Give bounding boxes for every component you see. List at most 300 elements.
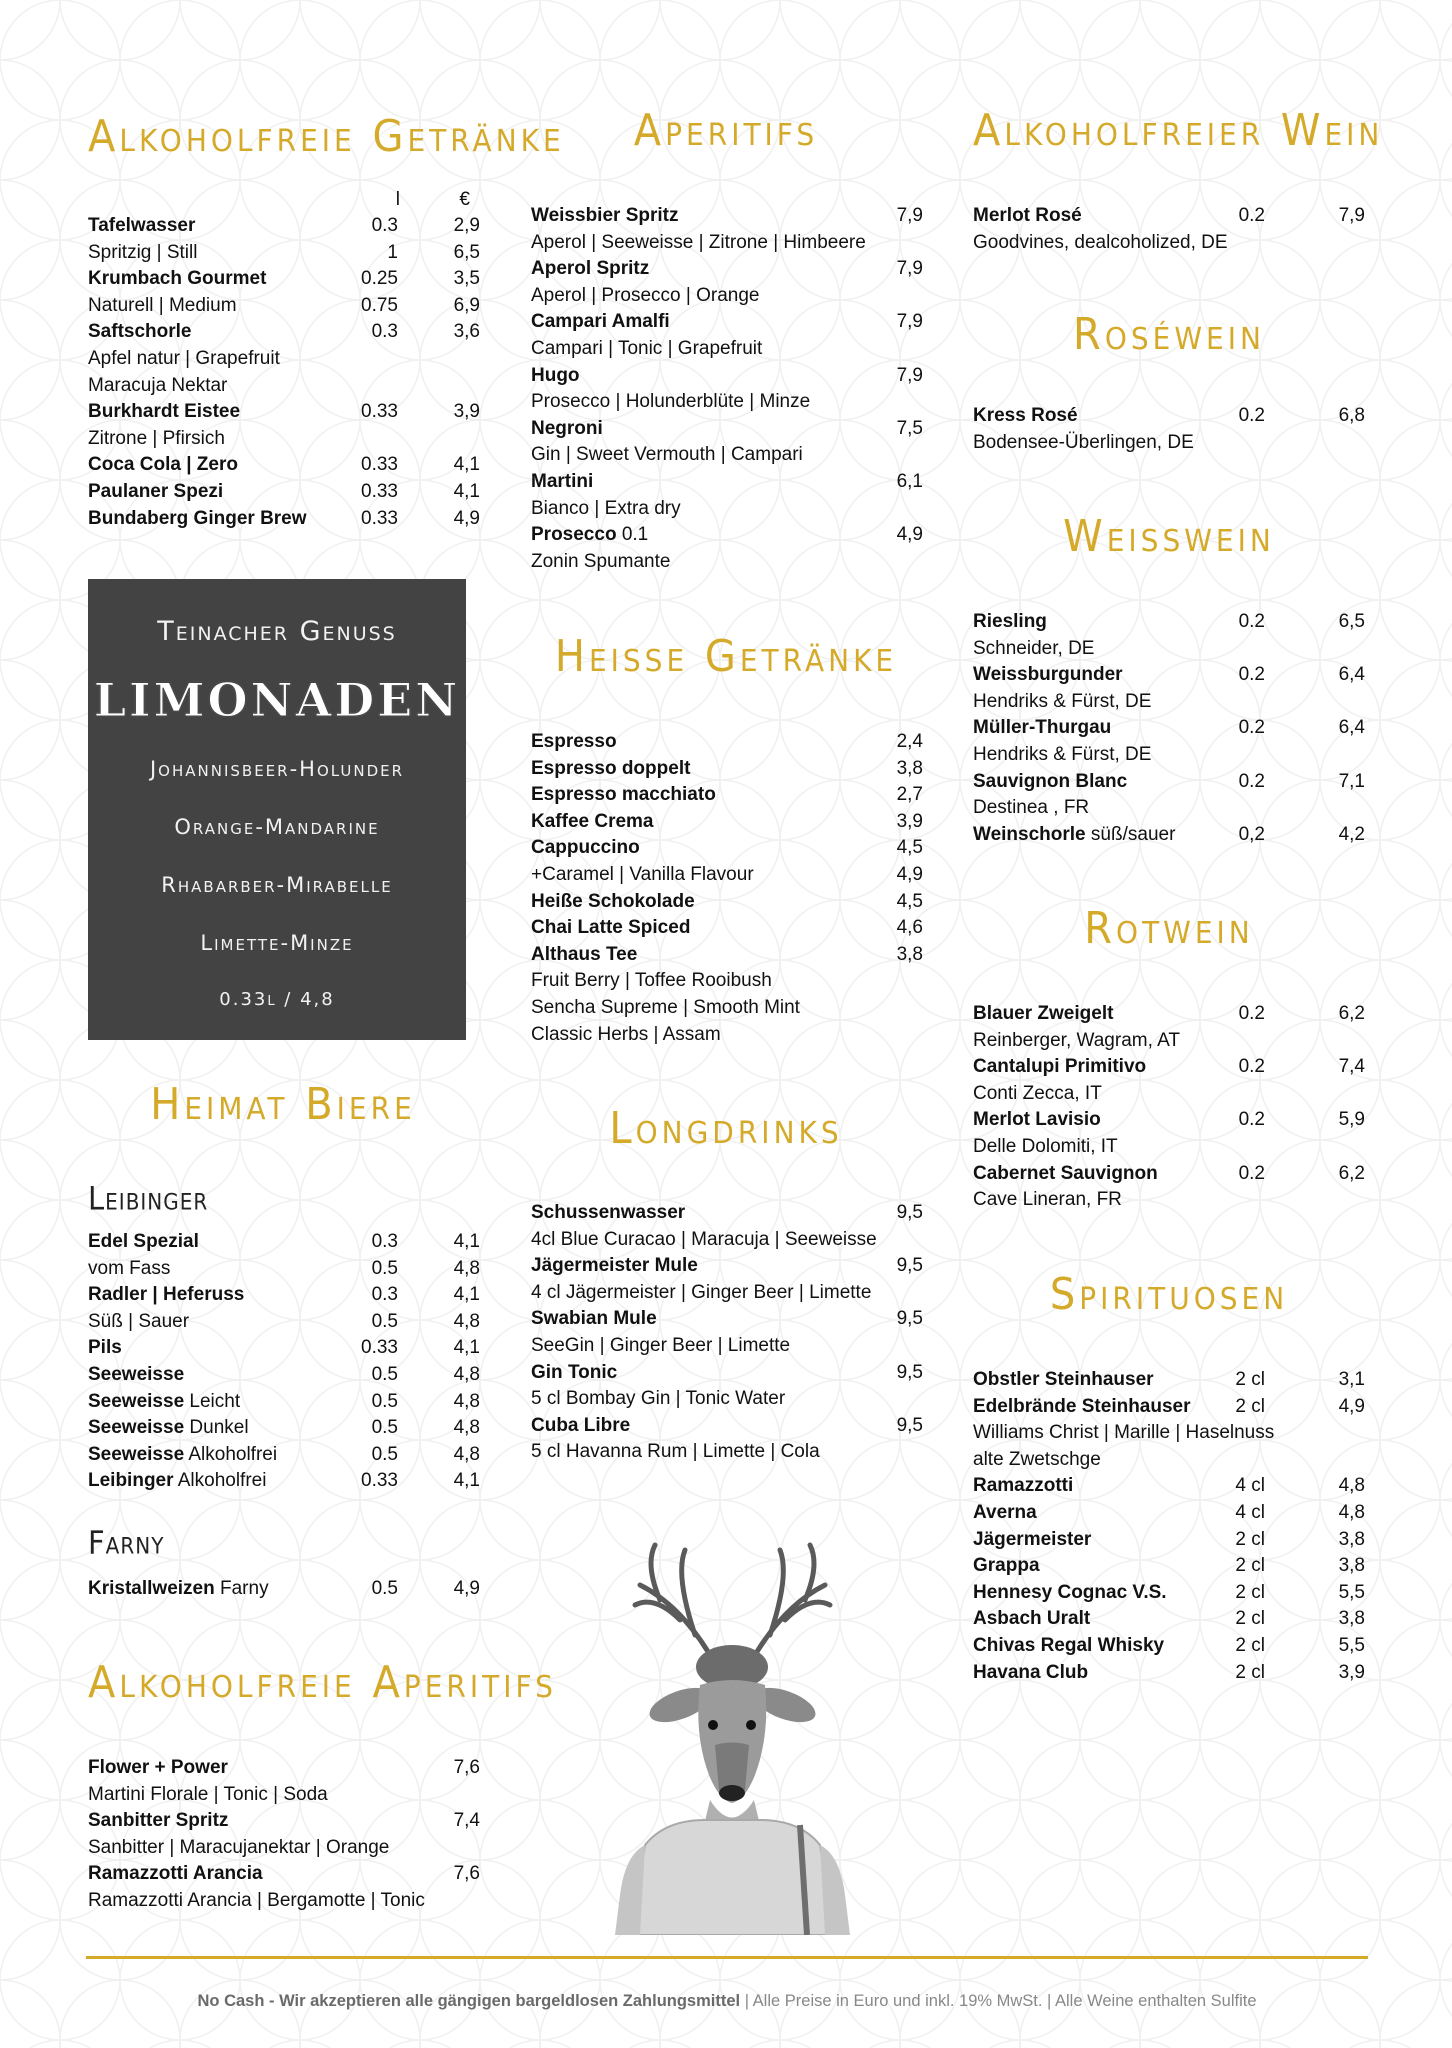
menu-item-row	[531, 995, 923, 1021]
item-name	[531, 835, 640, 861]
item-name-text: Ramazzotti Arancia	[88, 1863, 263, 1885]
menu-item-row	[531, 389, 923, 415]
menu-item-row	[88, 373, 480, 399]
item-name	[973, 822, 1175, 848]
item-name	[531, 1253, 698, 1279]
item-name-text: Martini	[531, 471, 594, 492]
item-name	[531, 942, 637, 968]
brewery-label-leibinger: Leibinger	[88, 1180, 209, 1218]
item-volume: 0.3	[371, 215, 398, 236]
item-name	[88, 1335, 122, 1361]
limonaden-brand: Teinacher Genuss	[157, 616, 397, 647]
item-volume: 2 cl	[1235, 1528, 1265, 1550]
menu-item-row	[531, 1022, 923, 1048]
item-name	[88, 1362, 184, 1388]
item-volume: 0.5	[371, 1417, 398, 1439]
menu-item-row	[88, 1335, 480, 1361]
item-name	[531, 363, 580, 389]
menu-item-row	[973, 662, 1365, 688]
item-name	[531, 1200, 685, 1226]
item-name-text: 4 cl Jägermeister | Ginger Beer | Limette	[531, 1281, 872, 1303]
item-price: 3,5	[453, 268, 480, 290]
menu-item-row	[88, 1256, 480, 1282]
item-price: 5,9	[1338, 1109, 1365, 1131]
item-name-text: Goodvines, dealcoholized, DE	[973, 231, 1228, 253]
item-name-suffix: süß/sauer	[1085, 823, 1176, 845]
item-name-text: SeeGin | Ginger Beer | Limette	[531, 1335, 791, 1356]
item-price: 4,8	[453, 1443, 480, 1465]
item-price: 6,2	[1338, 1003, 1365, 1024]
section-title-weisswein: Weisswein	[1063, 512, 1275, 562]
item-name-text: Coca Cola | Zero	[88, 454, 238, 476]
limonaden-flavour: Rhabarber-Mirabelle	[161, 873, 393, 897]
menu-item-row	[531, 889, 923, 915]
section-title-rotwein: Rotwein	[1084, 904, 1254, 954]
item-volume: 0.33	[361, 481, 398, 502]
menu-item-row	[973, 1527, 1365, 1553]
item-name	[973, 715, 1111, 741]
item-price: 4,8	[453, 1364, 480, 1385]
item-name-text: Tafelwasser	[88, 215, 196, 236]
item-name-text: Blauer Zweigelt	[973, 1003, 1114, 1024]
item-name	[531, 549, 670, 575]
item-name	[531, 522, 648, 548]
item-name-text: Maracuja Nektar	[88, 374, 228, 396]
item-name-text: 5 cl Bombay Gin | Tonic Water	[531, 1388, 786, 1410]
item-name-text: Espresso macchiato	[531, 784, 716, 806]
item-name	[973, 1107, 1101, 1133]
item-name-text: Weissbier Spritz	[531, 205, 679, 226]
item-name-text: Cappuccino	[531, 837, 640, 859]
limonaden-flavour: Johannisbeer-Holunder	[149, 757, 405, 781]
item-name-text: Espresso doppelt	[531, 757, 691, 779]
item-volume: 0.3	[371, 1284, 398, 1306]
item-name-text: Espresso	[531, 731, 617, 752]
item-name	[88, 1389, 240, 1415]
section-title-alkoholfreier-wein: Alkoholfreier Wein	[973, 106, 1384, 156]
item-name	[973, 1161, 1158, 1187]
item-name	[531, 729, 617, 755]
item-volume: 0.2	[1238, 1003, 1265, 1024]
item-name-text: Delle Dolomiti, IT	[973, 1136, 1118, 1157]
item-name	[88, 1835, 389, 1861]
item-name-text: Gin Tonic	[531, 1361, 618, 1383]
item-price: 3,9	[896, 810, 923, 832]
item-volume: 0.75	[361, 294, 398, 316]
item-name	[88, 266, 266, 292]
price-header: €	[459, 189, 470, 210]
item-name-text: Edelbrände Steinhauser	[973, 1395, 1191, 1417]
item-price: 7,5	[896, 417, 923, 439]
item-price: 7,6	[453, 1863, 480, 1885]
item-volume: 0.5	[371, 1310, 398, 1332]
item-name	[531, 1280, 871, 1306]
alkoholfreie-aperitifs-list	[88, 1755, 480, 1915]
item-volume: 0.5	[371, 1443, 398, 1465]
item-name-text: Conti Zecca, IT	[973, 1082, 1102, 1104]
item-name	[531, 1022, 721, 1048]
item-price: 7,4	[453, 1810, 480, 1832]
section-title-longdrinks: Longdrinks	[609, 1104, 843, 1154]
item-price: 6,9	[453, 294, 480, 316]
item-name-text: Flower + Power	[88, 1757, 228, 1778]
item-price: 4,6	[896, 917, 923, 939]
menu-item-row	[973, 1633, 1365, 1659]
item-name	[531, 256, 649, 282]
item-name	[88, 1415, 249, 1441]
item-name-text: Chai Latte Spiced	[531, 917, 691, 939]
menu-item-row	[973, 230, 1365, 256]
item-price: 6,5	[453, 241, 480, 263]
item-name	[88, 426, 225, 452]
item-name	[531, 915, 690, 941]
item-price: 9,5	[896, 1308, 923, 1330]
item-name	[88, 1861, 263, 1887]
item-price: 4,1	[453, 1470, 480, 1492]
menu-item-row	[973, 1054, 1365, 1080]
menu-item-row	[88, 452, 480, 478]
item-name	[531, 389, 810, 415]
item-name	[531, 809, 654, 835]
item-name	[88, 1468, 266, 1494]
item-name-text: Fruit Berry | Toffee Rooibush	[531, 970, 772, 992]
item-volume: 0.2	[1238, 405, 1265, 426]
menu-item-row	[973, 689, 1365, 715]
item-name-rest: Alkoholfrei	[173, 1470, 267, 1492]
item-name-bold: Seeweisse	[88, 1417, 185, 1439]
footer-note	[86, 1992, 1368, 2011]
menu-item-row	[973, 1394, 1365, 1420]
item-name-bold: Kristallweizen	[88, 1578, 215, 1599]
item-name-text: 4cl Blue Curacao | Maracuja | Seeweisse	[531, 1228, 877, 1250]
item-name	[973, 689, 1151, 715]
item-price: 4,8	[453, 1417, 480, 1439]
item-name	[973, 1580, 1167, 1606]
item-price: 4,1	[453, 1231, 480, 1252]
menu-item-row	[973, 1553, 1365, 1579]
item-name-text: Krumbach Gourmet	[88, 268, 267, 290]
item-name-text: Campari | Tonic | Grapefruit	[531, 338, 763, 359]
limonaden-flavour: Orange-Mandarine	[174, 815, 380, 839]
item-price: 3,8	[896, 943, 923, 965]
item-volume: 0.33	[361, 1337, 398, 1359]
menu-item-row	[973, 1473, 1365, 1499]
item-price: 3,9	[1338, 1661, 1365, 1683]
item-price: 3,8	[896, 757, 923, 779]
item-name	[531, 1333, 790, 1359]
item-name	[973, 1028, 1180, 1054]
section-title-aperitifs: Aperitifs	[633, 106, 819, 156]
item-price: 4,8	[453, 1310, 480, 1332]
item-name	[973, 1606, 1090, 1632]
item-name	[531, 889, 695, 915]
item-name-text: Cave Lineran, FR	[973, 1189, 1122, 1211]
item-volume: 0.2	[1238, 1162, 1265, 1184]
item-name	[531, 203, 678, 229]
menu-item-row	[973, 1134, 1365, 1160]
item-volume: 0.2	[1238, 1056, 1265, 1078]
item-name	[531, 283, 759, 309]
unit-header: l	[395, 189, 400, 210]
item-price: 4,1	[453, 454, 480, 476]
item-name	[973, 1001, 1113, 1027]
item-price: 9,5	[896, 1414, 923, 1436]
menu-item-row	[973, 1580, 1365, 1606]
section-title-heimat-biere: Heimat Biere	[150, 1080, 416, 1130]
item-name-text: Hennesy Cognac V.S.	[973, 1581, 1167, 1603]
menu-item-row	[531, 968, 923, 994]
menu-item-row	[88, 399, 480, 425]
item-name	[531, 1386, 785, 1412]
menu-item-row	[973, 1447, 1365, 1473]
item-name-text: Spritzig | Still	[88, 241, 198, 263]
menu-item-row	[531, 256, 923, 282]
item-name-bold: Radler | Heferuss	[88, 1284, 245, 1306]
menu-item-row	[531, 549, 923, 575]
item-name-text: Sauvignon Blanc	[973, 770, 1128, 792]
item-price: 4,9	[896, 524, 923, 546]
item-volume: 0.33	[361, 401, 398, 423]
menu-item-row	[88, 506, 480, 532]
item-volume: 2 cl	[1235, 1581, 1265, 1603]
item-name-text: Classic Herbs | Assam	[531, 1023, 721, 1045]
item-name	[88, 1309, 189, 1335]
menu-item-row	[88, 293, 480, 319]
item-volume: 0.2	[1238, 1109, 1265, 1131]
limonaden-title: LIMONADEN	[93, 673, 461, 727]
menu-item-row	[531, 496, 923, 522]
item-price: 6,4	[1338, 664, 1365, 686]
item-name-text: Naturell | Medium	[88, 294, 237, 316]
item-price: 7,9	[896, 364, 923, 386]
item-volume: 0.3	[371, 321, 398, 343]
menu-item-row	[88, 319, 480, 345]
item-price: 3,1	[1338, 1369, 1365, 1390]
item-price: 6,2	[1338, 1162, 1365, 1184]
item-name-text: Jägermeister	[973, 1528, 1092, 1550]
item-name-text: Weissburgunder	[973, 664, 1123, 686]
item-volume: 4 cl	[1235, 1475, 1265, 1497]
item-name	[973, 1420, 1274, 1446]
item-name-text: Negroni	[531, 417, 603, 439]
item-name	[531, 416, 603, 442]
item-name	[973, 1473, 1073, 1499]
item-volume: 0.33	[361, 507, 398, 529]
menu-item-row	[531, 729, 923, 755]
item-price: 7,9	[896, 258, 923, 280]
item-name	[973, 1054, 1146, 1080]
item-name-suffix: 0.1	[616, 524, 649, 546]
section-title-spirituosen: Spirituosen	[1049, 1270, 1289, 1320]
item-name-text: alte Zwetschge	[973, 1448, 1101, 1470]
item-name	[531, 756, 690, 782]
menu-item-row	[531, 230, 923, 256]
item-volume: 2 cl	[1235, 1608, 1265, 1630]
menu-item-row	[88, 1442, 480, 1468]
menu-item-row	[531, 835, 923, 861]
farny-beer-list	[88, 1576, 480, 1606]
item-price: 9,5	[896, 1255, 923, 1277]
item-name-text: Williams Christ | Marille | Haselnuss	[973, 1422, 1275, 1444]
menu-item-row	[531, 1439, 923, 1465]
item-price: 7,9	[1338, 205, 1365, 226]
menu-item-row	[531, 363, 923, 389]
item-name-text: Schussenwasser	[531, 1202, 686, 1223]
item-name	[973, 662, 1123, 688]
menu-item-row	[973, 636, 1365, 662]
item-price: 9,5	[896, 1361, 923, 1383]
item-price: 4,5	[896, 837, 923, 859]
item-name-rest: Dunkel	[184, 1417, 249, 1439]
menu-item-row	[531, 203, 923, 229]
item-name	[531, 1439, 820, 1465]
footer-note-bold: No Cash - Wir akzeptieren alle gängigen bargeldlosen Zahlungsmittel	[197, 1992, 741, 2010]
menu-item-row	[88, 213, 480, 239]
item-price: 4,9	[1338, 1395, 1365, 1417]
item-name-text: Gin | Sweet Vermouth | Campari	[531, 444, 803, 466]
item-name-text: Riesling	[973, 611, 1047, 632]
item-name-text: Merlot Lavisio	[973, 1109, 1101, 1131]
item-volume: 0.3	[371, 1231, 398, 1252]
menu-item-row	[88, 479, 480, 505]
menu-item-row	[88, 1389, 480, 1415]
alkoholfreier-wein-list	[973, 203, 1365, 257]
item-volume: 2 cl	[1235, 1661, 1265, 1683]
item-name-text: Obstler Steinhauser	[973, 1369, 1154, 1390]
item-name-text: Bodensee-Überlingen, DE	[973, 431, 1194, 453]
item-name	[88, 452, 238, 478]
menu-item-row	[88, 1362, 480, 1388]
item-name	[973, 1187, 1122, 1213]
menu-item-row	[973, 822, 1365, 848]
menu-item-row	[531, 942, 923, 968]
item-volume: 0.33	[361, 1470, 398, 1492]
item-name-text: Prosecco	[531, 524, 617, 546]
item-name-text: Hendriks & Fürst, DE	[973, 690, 1152, 712]
menu-item-row	[531, 1227, 923, 1253]
item-name-text: Zitrone | Pfirsich	[88, 427, 225, 449]
item-name	[88, 240, 197, 266]
footer-note-rest: | Alle Preise in Euro und inkl. 19% MwSt. | Alle Weine enthalten Sulfite	[740, 1992, 1257, 2010]
item-name-text: Sanbitter | Maracujanektar | Orange	[88, 1836, 390, 1858]
item-price: 3,8	[1338, 1608, 1365, 1630]
item-name	[973, 1134, 1118, 1160]
menu-item-row	[531, 756, 923, 782]
item-price: 5,5	[1338, 1581, 1365, 1603]
menu-item-row	[88, 1468, 480, 1494]
menu-item-row	[973, 1028, 1365, 1054]
item-price: 3,9	[453, 401, 480, 423]
item-name	[531, 336, 762, 362]
item-name	[531, 995, 800, 1021]
limonaden-panel	[88, 579, 466, 1040]
item-volume: 2 cl	[1235, 1395, 1265, 1417]
menu-item-row	[973, 1660, 1365, 1686]
item-price: 2,4	[896, 731, 923, 752]
item-name	[531, 782, 716, 808]
item-name-text: Reinberger, Wagram, AT	[973, 1029, 1180, 1051]
item-price: 3,8	[1338, 1528, 1365, 1550]
item-price: 4,9	[453, 1578, 480, 1599]
aperitifs-list	[531, 203, 923, 573]
item-name	[973, 1081, 1102, 1107]
item-name	[973, 742, 1151, 768]
item-volume: 0.2	[1238, 717, 1265, 739]
menu-item-row	[88, 1808, 480, 1834]
item-name	[531, 1360, 617, 1386]
item-price: 4,8	[1338, 1475, 1365, 1497]
item-price: 7,9	[896, 311, 923, 333]
section-title-alkoholfreie-aperitifs: Alkoholfreie Aperitifs	[88, 1658, 557, 1708]
menu-item-row	[88, 266, 480, 292]
item-name-text: Prosecco | Holunderblüte | Minze	[531, 391, 811, 413]
item-name-rest: vom Fass	[88, 1257, 171, 1279]
item-name	[531, 496, 681, 522]
menu-item-row	[973, 430, 1365, 456]
section-title-alkoholfreie-getraenke: Alkoholfreie Getränke	[88, 112, 565, 162]
menu-item-row	[531, 1200, 923, 1226]
item-name-text: Bundaberg Ginger Brew	[88, 507, 307, 529]
item-name	[88, 1888, 425, 1914]
item-volume: 0.5	[371, 1578, 398, 1599]
item-price: 9,5	[896, 1202, 923, 1223]
item-name	[973, 1500, 1037, 1526]
menu-item-row	[88, 1309, 480, 1335]
item-name	[531, 1306, 657, 1332]
brewery-label-farny: Farny	[88, 1524, 165, 1562]
item-name-bold: Seeweisse	[88, 1390, 185, 1412]
item-name	[973, 1527, 1091, 1553]
menu-item-row	[973, 203, 1365, 229]
menu-item-row	[973, 715, 1365, 741]
menu-item-row	[88, 1282, 480, 1308]
item-name-bold: Edel Spezial	[88, 1231, 199, 1252]
item-price: 4,8	[453, 1257, 480, 1279]
item-name	[973, 430, 1194, 456]
item-price: 7,9	[896, 205, 923, 226]
item-price: 4,2	[1338, 823, 1365, 845]
menu-item-row	[88, 240, 480, 266]
menu-item-row	[88, 1576, 480, 1602]
menu-item-row	[973, 769, 1365, 795]
menu-item-row	[531, 469, 923, 495]
item-price: 2,9	[453, 215, 480, 236]
item-name	[88, 1256, 170, 1282]
item-name	[973, 795, 1089, 821]
item-name	[88, 293, 237, 319]
item-volume: 0.2	[1238, 205, 1265, 226]
item-name-text: Cantalupi Primitivo	[973, 1056, 1147, 1078]
item-name-rest: Farny	[214, 1578, 269, 1599]
item-name-text: Müller-Thurgau	[973, 717, 1112, 739]
item-price: 7,1	[1338, 770, 1365, 792]
item-name	[973, 636, 1094, 662]
item-name	[88, 1755, 228, 1781]
item-name	[88, 213, 195, 239]
item-name	[88, 319, 191, 345]
item-name-text: Chivas Regal Whisky	[973, 1635, 1165, 1656]
weisswein-list	[973, 609, 1365, 849]
menu-item-row	[973, 1187, 1365, 1213]
menu-item-row	[88, 426, 480, 452]
item-volume: 2 cl	[1235, 1555, 1265, 1577]
item-price: 4,1	[453, 1337, 480, 1359]
menu-item-row	[531, 1413, 923, 1439]
menu-item-row	[973, 1081, 1365, 1107]
item-name-text: Kress Rosé	[973, 405, 1078, 426]
item-volume: 2 cl	[1235, 1369, 1265, 1390]
menu-item-row	[88, 1835, 480, 1861]
